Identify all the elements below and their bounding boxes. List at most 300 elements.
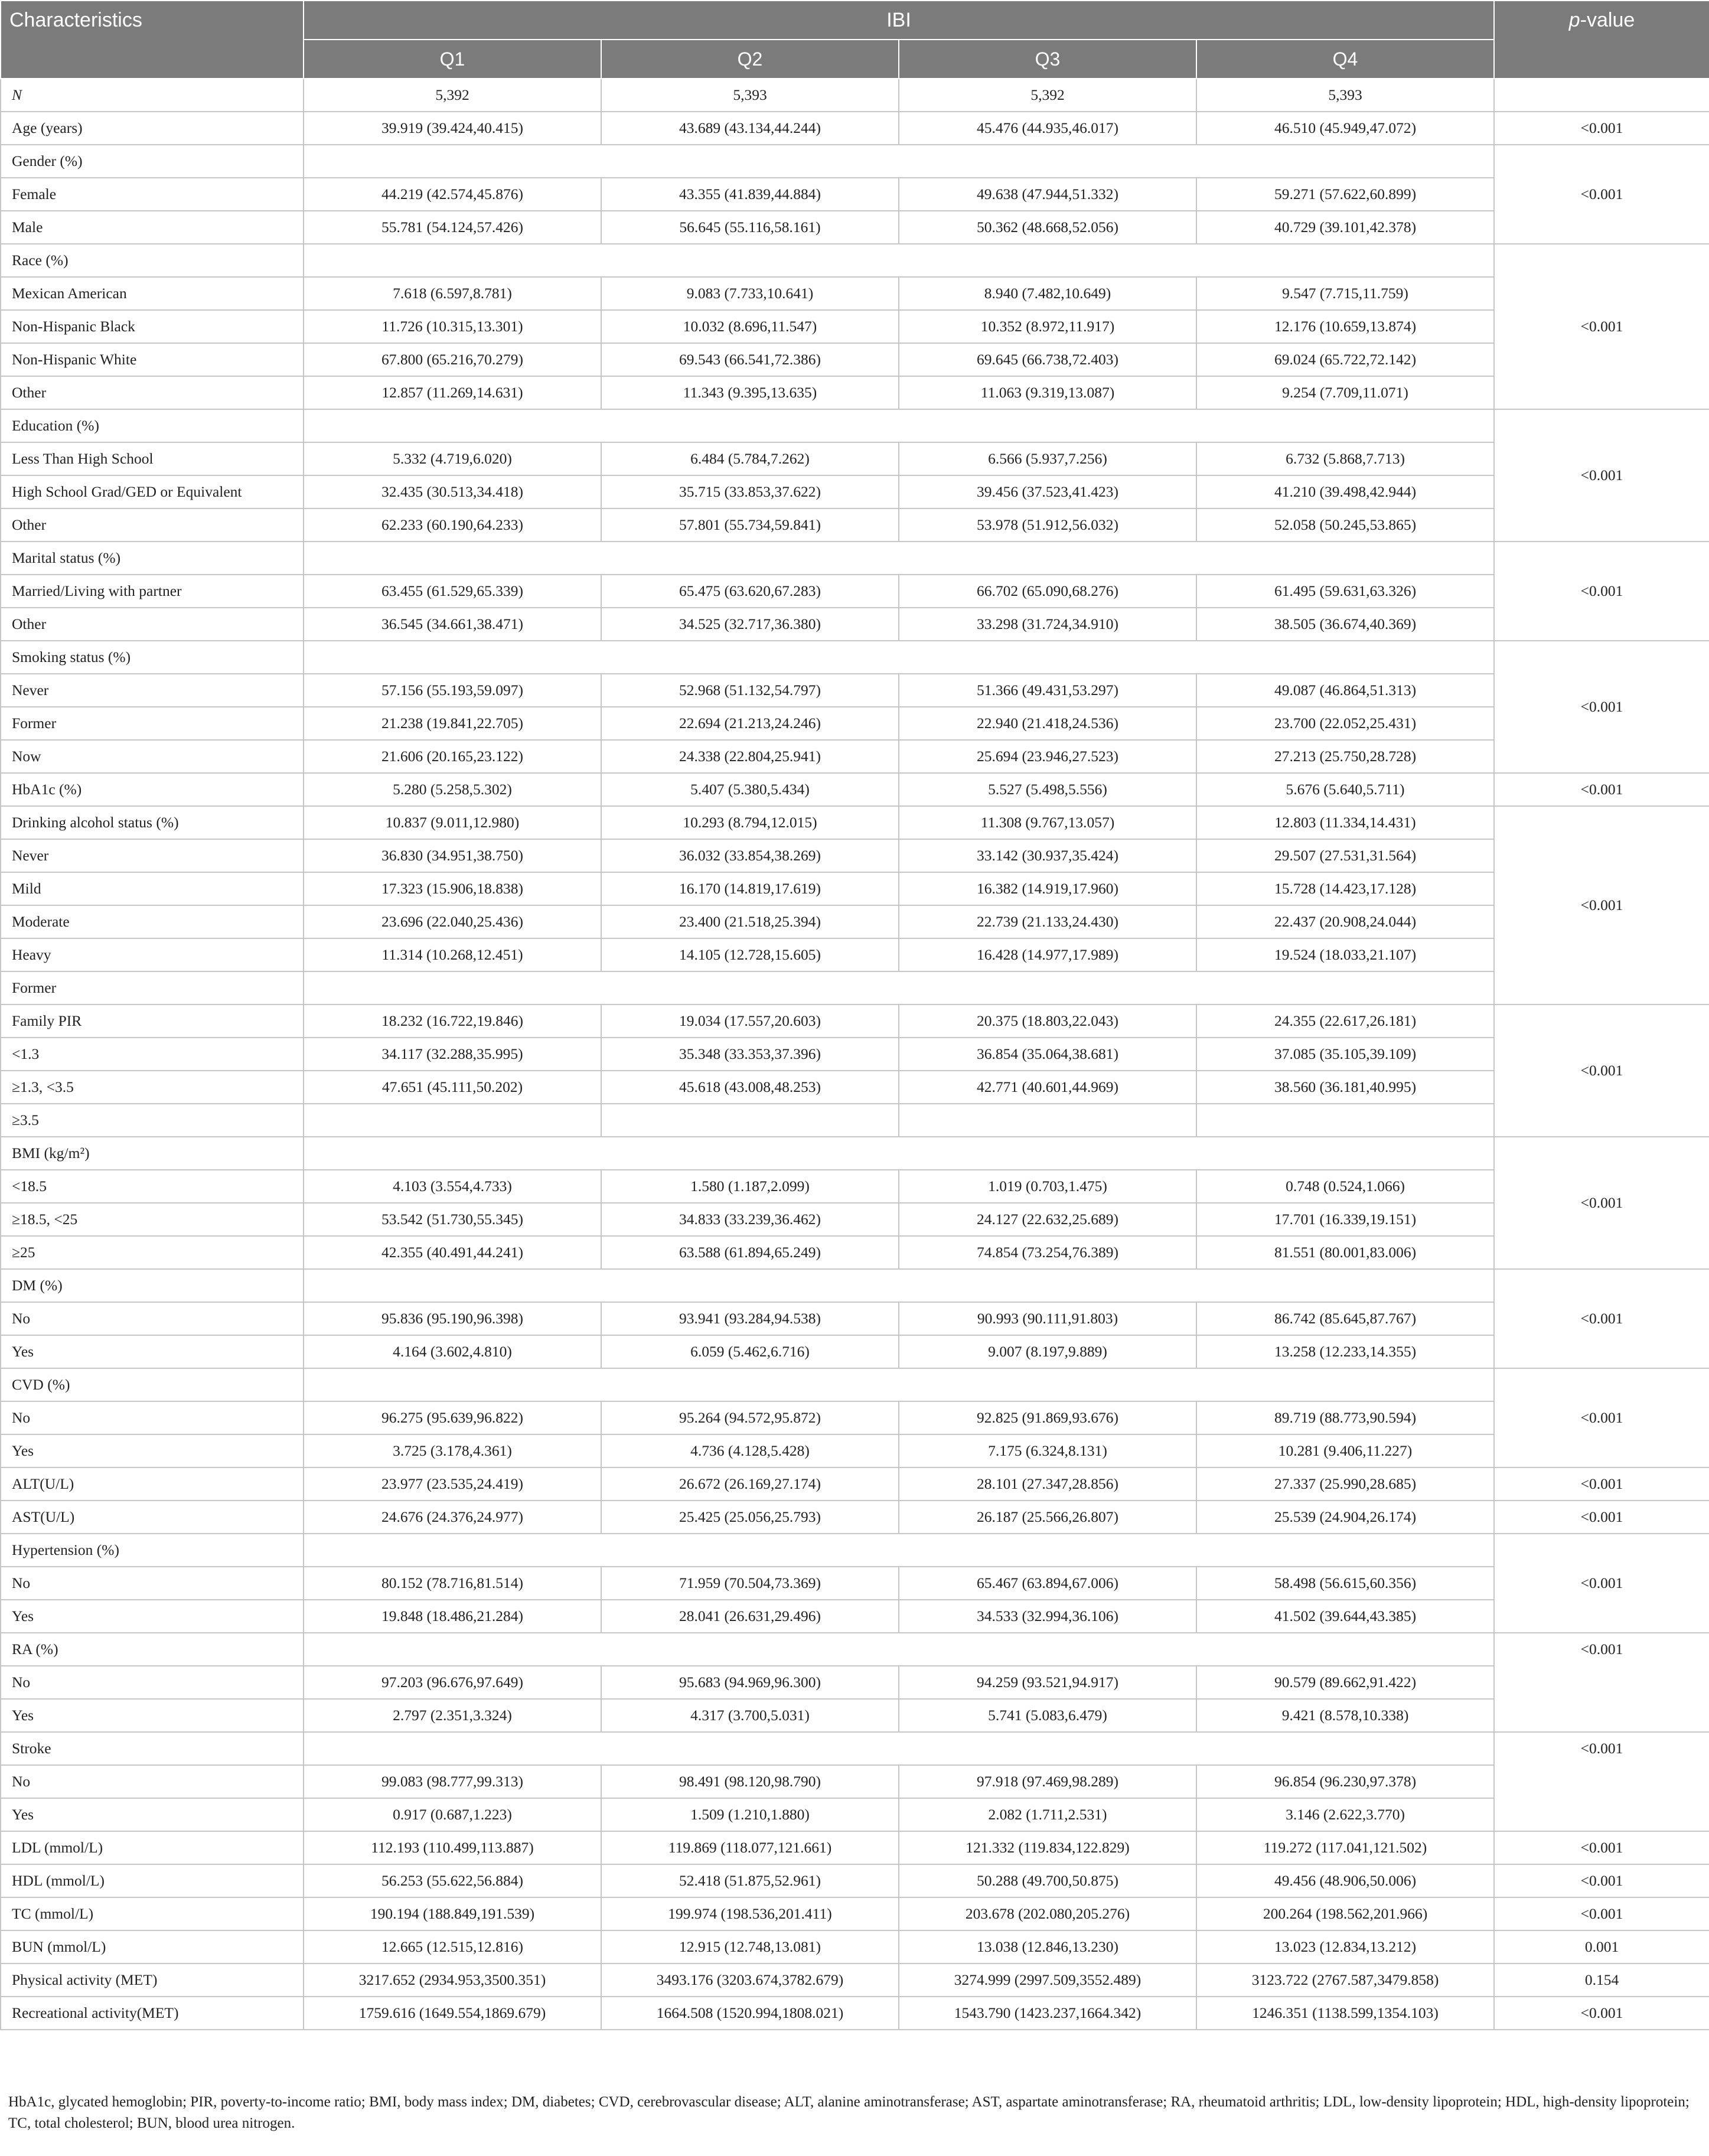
value-cell-q2: 3493.176 (3203.674,3782.679): [601, 1963, 899, 1997]
table-row: [1, 277, 1709, 310]
value-cell-q4: 12.176 (10.659,13.874): [1196, 310, 1494, 343]
value-cell-q2: 1.580 (1.187,2.099): [601, 1170, 899, 1203]
value-cell-q2: 43.689 (43.134,44.244): [601, 112, 899, 145]
value-cell-q1: 62.233 (60.190,64.233): [304, 508, 601, 542]
row-label: Yes: [1, 1434, 304, 1467]
value-cell-q4: 49.456 (48.906,50.006): [1196, 1864, 1494, 1897]
group-spacer-cell: [304, 1633, 1494, 1666]
value-cell-q2: 4.736 (4.128,5.428): [601, 1434, 899, 1467]
value-cell-q1: 5.332 (4.719,6.020): [304, 442, 601, 475]
value-cell-q4: 96.854 (96.230,97.378): [1196, 1765, 1494, 1798]
group-spacer-cell: [304, 1732, 1494, 1765]
value-cell-q1: 12.857 (11.269,14.631): [304, 376, 601, 409]
row-label: Less Than High School: [1, 442, 304, 475]
table-row: [1, 773, 1709, 806]
table-row: [1, 1038, 1709, 1071]
value-cell-q3: 22.739 (21.133,24.430): [899, 905, 1196, 938]
value-cell-q3: 3274.999 (2997.509,3552.489): [899, 1963, 1196, 1997]
value-cell-q4: 5,393: [1196, 79, 1494, 112]
value-cell-q2: 9.083 (7.733,10.641): [601, 277, 899, 310]
value-cell-q3: 2.082 (1.711,2.531): [899, 1798, 1196, 1831]
value-cell-q1: 39.919 (39.424,40.415): [304, 112, 601, 145]
row-label: Non-Hispanic Black: [1, 310, 304, 343]
value-cell-q1: 23.696 (22.040,25.436): [304, 905, 601, 938]
value-cell-q2: 11.343 (9.395,13.635): [601, 376, 899, 409]
row-label: LDL (mmol/L): [1, 1831, 304, 1864]
table-row: [1, 1137, 1709, 1170]
value-cell-q2: 14.105 (12.728,15.605): [601, 938, 899, 971]
table-row: [1, 1963, 1709, 1997]
value-cell-q3: 65.467 (63.894,67.006): [899, 1567, 1196, 1600]
value-cell-q4: 81.551 (80.001,83.006): [1196, 1236, 1494, 1269]
row-label: Other: [1, 608, 304, 641]
header-q1: Q1: [304, 40, 601, 79]
table-row: [1, 641, 1709, 674]
value-cell-q4: 9.254 (7.709,11.071): [1196, 376, 1494, 409]
row-label: ≥3.5: [1, 1104, 304, 1137]
p-value-cell: [1494, 1633, 1709, 1732]
table-row: [1, 1864, 1709, 1897]
row-label: Recreational activity(MET): [1, 1997, 304, 2030]
p-value-cell: <0.001: [1494, 112, 1709, 145]
table-row: [1, 310, 1709, 343]
value-cell-q1: 57.156 (55.193,59.097): [304, 674, 601, 707]
value-cell-q3: 50.362 (48.668,52.056): [899, 211, 1196, 244]
header-p-value-suffix: -value: [1580, 9, 1635, 31]
table-row: [1, 343, 1709, 376]
table-row: [1, 707, 1709, 740]
value-cell-q3: 69.645 (66.738,72.403): [899, 343, 1196, 376]
table-row: [1, 1368, 1709, 1401]
table-row: [1, 1170, 1709, 1203]
value-cell-q1: 42.355 (40.491,44.241): [304, 1236, 601, 1269]
value-cell-q2: 10.293 (8.794,12.015): [601, 806, 899, 839]
value-cell-q1: 19.848 (18.486,21.284): [304, 1600, 601, 1633]
value-cell-q4: 3.146 (2.622,3.770): [1196, 1798, 1494, 1831]
row-label: Stroke: [1, 1732, 304, 1765]
row-label: Drinking alcohol status (%): [1, 806, 304, 839]
group-spacer-cell: [304, 244, 1494, 277]
value-cell-q4: 22.437 (20.908,24.044): [1196, 905, 1494, 938]
value-cell-q2: 56.645 (55.116,58.161): [601, 211, 899, 244]
row-label: Mild: [1, 872, 304, 905]
row-label: BMI (kg/m²): [1, 1137, 304, 1170]
value-cell-q1: 12.665 (12.515,12.816): [304, 1930, 601, 1963]
value-cell-q1: 32.435 (30.513,34.418): [304, 475, 601, 508]
value-cell-q1: 3.725 (3.178,4.361): [304, 1434, 601, 1467]
row-label: No: [1, 1666, 304, 1699]
value-cell-q2: 28.041 (26.631,29.496): [601, 1600, 899, 1633]
value-cell-q3: 53.978 (51.912,56.032): [899, 508, 1196, 542]
row-label: Married/Living with partner: [1, 575, 304, 608]
value-cell-q3: 34.533 (32.994,36.106): [899, 1600, 1196, 1633]
row-label: Now: [1, 740, 304, 773]
value-cell-q3: 90.993 (90.111,91.803): [899, 1302, 1196, 1335]
value-cell-q1: 36.830 (34.951,38.750): [304, 839, 601, 872]
row-label: Education (%): [1, 409, 304, 442]
value-cell-q2: [601, 1104, 899, 1137]
value-cell-q2: 6.059 (5.462,6.716): [601, 1335, 899, 1368]
value-cell-q2: 4.317 (3.700,5.031): [601, 1699, 899, 1732]
value-cell-q3: [899, 1104, 1196, 1137]
row-label: Yes: [1, 1600, 304, 1633]
group-spacer-cell: [304, 409, 1494, 442]
row-label: <18.5: [1, 1170, 304, 1203]
value-cell-q4: 200.264 (198.562,201.966): [1196, 1897, 1494, 1930]
p-value-cell: <0.001: [1494, 641, 1709, 773]
value-cell-q3: 6.566 (5.937,7.256): [899, 442, 1196, 475]
value-cell-q2: 26.672 (26.169,27.174): [601, 1467, 899, 1501]
p-value-cell: <0.001: [1494, 1137, 1709, 1269]
table-row: [1, 1567, 1709, 1600]
group-spacer-cell: [304, 542, 1494, 575]
value-cell-q2: 43.355 (41.839,44.884): [601, 178, 899, 211]
table-row: [1, 806, 1709, 839]
table-row: [1, 1071, 1709, 1104]
value-cell-q1: 24.676 (24.376,24.977): [304, 1501, 601, 1534]
value-cell-q4: 38.505 (36.674,40.369): [1196, 608, 1494, 641]
table-row: [1, 1765, 1709, 1798]
value-cell-q2: 95.264 (94.572,95.872): [601, 1401, 899, 1434]
row-label: No: [1, 1765, 304, 1798]
value-cell-q3: 45.476 (44.935,46.017): [899, 112, 1196, 145]
value-cell-q2: 199.974 (198.536,201.411): [601, 1897, 899, 1930]
row-label: Race (%): [1, 244, 304, 277]
value-cell-q4: 5.676 (5.640,5.711): [1196, 773, 1494, 806]
table-row: [1, 1335, 1709, 1368]
row-label: TC (mmol/L): [1, 1897, 304, 1930]
table-row: [1, 938, 1709, 971]
value-cell-q4: 13.258 (12.233,14.355): [1196, 1335, 1494, 1368]
value-cell-q4: 6.732 (5.868,7.713): [1196, 442, 1494, 475]
table-row: [1, 1600, 1709, 1633]
value-cell-q3: 66.702 (65.090,68.276): [899, 575, 1196, 608]
header-q4: Q4: [1196, 40, 1494, 79]
value-cell-q4: 52.058 (50.245,53.865): [1196, 508, 1494, 542]
table-row: [1, 1467, 1709, 1501]
header-q3: Q3: [899, 40, 1196, 79]
value-cell-q3: 97.918 (97.469,98.289): [899, 1765, 1196, 1798]
value-cell-q1: 44.219 (42.574,45.876): [304, 178, 601, 211]
value-cell-q2: 119.869 (118.077,121.661): [601, 1831, 899, 1864]
table-row: [1, 1633, 1709, 1666]
value-cell-q2: 12.915 (12.748,13.081): [601, 1930, 899, 1963]
value-cell-q3: 50.288 (49.700,50.875): [899, 1864, 1196, 1897]
value-cell-q1: 67.800 (65.216,70.279): [304, 343, 601, 376]
value-cell-q1: 56.253 (55.622,56.884): [304, 1864, 601, 1897]
value-cell-q1: 55.781 (54.124,57.426): [304, 211, 601, 244]
value-cell-q1: 3217.652 (2934.953,3500.351): [304, 1963, 601, 1997]
value-cell-q2: 98.491 (98.120,98.790): [601, 1765, 899, 1798]
table-row: [1, 145, 1709, 178]
table-row: [1, 178, 1709, 211]
value-cell-q4: 119.272 (117.041,121.502): [1196, 1831, 1494, 1864]
value-cell-q3: 22.940 (21.418,24.536): [899, 707, 1196, 740]
value-cell-q4: 46.510 (45.949,47.072): [1196, 112, 1494, 145]
row-label: Marital status (%): [1, 542, 304, 575]
value-cell-q1: 63.455 (61.529,65.339): [304, 575, 601, 608]
row-label: Age (years): [1, 112, 304, 145]
value-cell-q2: 93.941 (93.284,94.538): [601, 1302, 899, 1335]
table-row: [1, 1534, 1709, 1567]
row-label: ≥1.3, <3.5: [1, 1071, 304, 1104]
value-cell-q2: 69.543 (66.541,72.386): [601, 343, 899, 376]
row-label: Former: [1, 971, 304, 1004]
value-cell-q3: 20.375 (18.803,22.043): [899, 1004, 1196, 1038]
table-row: [1, 1501, 1709, 1534]
value-cell-q3: 5.741 (5.083,6.479): [899, 1699, 1196, 1732]
value-cell-q3: 49.638 (47.944,51.332): [899, 178, 1196, 211]
value-cell-q2: 71.959 (70.504,73.369): [601, 1567, 899, 1600]
row-label: CVD (%): [1, 1368, 304, 1401]
table-row: [1, 244, 1709, 277]
row-label: ALT(U/L): [1, 1467, 304, 1501]
value-cell-q3: 203.678 (202.080,205.276): [899, 1897, 1196, 1930]
value-cell-q1: 34.117 (32.288,35.995): [304, 1038, 601, 1071]
value-cell-q2: 22.694 (21.213,24.246): [601, 707, 899, 740]
table-row: [1, 211, 1709, 244]
value-cell-q3: 1543.790 (1423.237,1664.342): [899, 1997, 1196, 2030]
value-cell-q4: 15.728 (14.423,17.128): [1196, 872, 1494, 905]
value-cell-q1: 23.977 (23.535,24.419): [304, 1467, 601, 1501]
value-cell-q3: 16.382 (14.919,17.960): [899, 872, 1196, 905]
value-cell-q2: 52.968 (51.132,54.797): [601, 674, 899, 707]
table-row: [1, 1699, 1709, 1732]
row-label: BUN (mmol/L): [1, 1930, 304, 1963]
value-cell-q3: 94.259 (93.521,94.917): [899, 1666, 1196, 1699]
table-row: [1, 376, 1709, 409]
value-cell-q1: 4.103 (3.554,4.733): [304, 1170, 601, 1203]
row-label: N: [1, 79, 304, 112]
group-spacer-cell: [304, 1137, 1494, 1170]
value-cell-q1: 96.275 (95.639,96.822): [304, 1401, 601, 1434]
value-cell-q2: 34.525 (32.717,36.380): [601, 608, 899, 641]
value-cell-q1: 1759.616 (1649.554,1869.679): [304, 1997, 601, 2030]
value-cell-q4: 1246.351 (1138.599,1354.103): [1196, 1997, 1494, 2030]
value-cell-q3: 5.527 (5.498,5.556): [899, 773, 1196, 806]
value-cell-q1: 18.232 (16.722,19.846): [304, 1004, 601, 1038]
value-cell-q1: 190.194 (188.849,191.539): [304, 1897, 601, 1930]
value-cell-q3: 11.308 (9.767,13.057): [899, 806, 1196, 839]
row-label: Male: [1, 211, 304, 244]
p-value-cell: <0.001: [1494, 773, 1709, 806]
p-value-cell: <0.001: [1494, 1501, 1709, 1534]
value-cell-q2: 6.484 (5.784,7.262): [601, 442, 899, 475]
value-cell-q4: 38.560 (36.181,40.995): [1196, 1071, 1494, 1104]
row-label: Never: [1, 674, 304, 707]
header-row-1: [1, 1, 1709, 40]
value-cell-q3: 33.298 (31.724,34.910): [899, 608, 1196, 641]
p-value-cell: [1494, 1732, 1709, 1831]
row-label: Yes: [1, 1699, 304, 1732]
value-cell-q3: 26.187 (25.566,26.807): [899, 1501, 1196, 1534]
row-label: Other: [1, 376, 304, 409]
table-row: [1, 1104, 1709, 1137]
value-cell-q4: [1196, 1104, 1494, 1137]
value-cell-q4: 10.281 (9.406,11.227): [1196, 1434, 1494, 1467]
value-cell-q2: 36.032 (33.854,38.269): [601, 839, 899, 872]
value-cell-q1: 21.238 (19.841,22.705): [304, 707, 601, 740]
row-label: High School Grad/GED or Equivalent: [1, 475, 304, 508]
value-cell-q3: 8.940 (7.482,10.649): [899, 277, 1196, 310]
value-cell-q4: 23.700 (22.052,25.431): [1196, 707, 1494, 740]
p-value-cell: <0.001: [1494, 806, 1709, 1004]
row-label: Female: [1, 178, 304, 211]
value-cell-q4: 25.539 (24.904,26.174): [1196, 1501, 1494, 1534]
value-cell-q1: 11.314 (10.268,12.451): [304, 938, 601, 971]
row-label: No: [1, 1302, 304, 1335]
table-row: [1, 905, 1709, 938]
table-row: [1, 1269, 1709, 1302]
value-cell-q3: 7.175 (6.324,8.131): [899, 1434, 1196, 1467]
value-cell-q1: 112.193 (110.499,113.887): [304, 1831, 601, 1864]
value-cell-q1: 5,392: [304, 79, 601, 112]
value-cell-q2: 5,393: [601, 79, 899, 112]
value-cell-q1: 47.651 (45.111,50.202): [304, 1071, 601, 1104]
table-row: [1, 409, 1709, 442]
value-cell-q3: 25.694 (23.946,27.523): [899, 740, 1196, 773]
value-cell-q4: 12.803 (11.334,14.431): [1196, 806, 1494, 839]
value-cell-q1: 10.837 (9.011,12.980): [304, 806, 601, 839]
value-cell-q2: 35.348 (33.353,37.396): [601, 1038, 899, 1071]
row-label: No: [1, 1567, 304, 1600]
value-cell-q2: 10.032 (8.696,11.547): [601, 310, 899, 343]
value-cell-q3: 10.352 (8.972,11.917): [899, 310, 1196, 343]
table-row: [1, 608, 1709, 641]
p-value-text: <0.001: [1580, 1640, 1623, 1658]
p-value-cell: <0.001: [1494, 1864, 1709, 1897]
row-label: Physical activity (MET): [1, 1963, 304, 1997]
value-cell-q2: 52.418 (51.875,52.961): [601, 1864, 899, 1897]
table-row: [1, 575, 1709, 608]
value-cell-q1: 21.606 (20.165,23.122): [304, 740, 601, 773]
value-cell-q4: 29.507 (27.531,31.564): [1196, 839, 1494, 872]
row-label: No: [1, 1401, 304, 1434]
value-cell-q2: 25.425 (25.056,25.793): [601, 1501, 899, 1534]
header-p-value-italic: p: [1568, 9, 1580, 31]
value-cell-q3: 1.019 (0.703,1.475): [899, 1170, 1196, 1203]
value-cell-q3: 36.854 (35.064,38.681): [899, 1038, 1196, 1071]
row-label: Smoking status (%): [1, 641, 304, 674]
value-cell-q3: 5,392: [899, 79, 1196, 112]
row-label: Yes: [1, 1798, 304, 1831]
value-cell-q4: 3123.722 (2767.587,3479.858): [1196, 1963, 1494, 1997]
value-cell-q4: 27.337 (25.990,28.685): [1196, 1467, 1494, 1501]
table-row: [1, 1236, 1709, 1269]
header-characteristics: Characteristics: [1, 1, 304, 79]
value-cell-q1: 80.152 (78.716,81.514): [304, 1567, 601, 1600]
row-label: RA (%): [1, 1633, 304, 1666]
row-label: Yes: [1, 1335, 304, 1368]
value-cell-q1: 99.083 (98.777,99.313): [304, 1765, 601, 1798]
value-cell-q2: 5.407 (5.380,5.434): [601, 773, 899, 806]
row-label: Moderate: [1, 905, 304, 938]
table-row: [1, 475, 1709, 508]
table-row: [1, 1897, 1709, 1930]
group-spacer-cell: [304, 145, 1494, 178]
value-cell-q1: 4.164 (3.602,4.810): [304, 1335, 601, 1368]
value-cell-q4: 61.495 (59.631,63.326): [1196, 575, 1494, 608]
table-row: [1, 508, 1709, 542]
value-cell-q3: 51.366 (49.431,53.297): [899, 674, 1196, 707]
value-cell-q3: 24.127 (22.632,25.689): [899, 1203, 1196, 1236]
p-value-text: <0.001: [1580, 1740, 1623, 1757]
table-row: [1, 1930, 1709, 1963]
table-row: [1, 971, 1709, 1004]
row-label: Family PIR: [1, 1004, 304, 1038]
value-cell-q1: 0.917 (0.687,1.223): [304, 1798, 601, 1831]
value-cell-q2: 65.475 (63.620,67.283): [601, 575, 899, 608]
p-value-cell: <0.001: [1494, 1368, 1709, 1467]
value-cell-q3: 42.771 (40.601,44.969): [899, 1071, 1196, 1104]
value-cell-q1: 97.203 (96.676,97.649): [304, 1666, 601, 1699]
value-cell-q4: 27.213 (25.750,28.728): [1196, 740, 1494, 773]
p-value-cell: <0.001: [1494, 1997, 1709, 2030]
p-value-cell: [1494, 79, 1709, 112]
value-cell-q4: 9.421 (8.578,10.338): [1196, 1699, 1494, 1732]
value-cell-q4: 59.271 (57.622,60.899): [1196, 178, 1494, 211]
table-header: [1, 1, 1709, 79]
table-row: [1, 1798, 1709, 1831]
table-row: [1, 1831, 1709, 1864]
value-cell-q4: 41.210 (39.498,42.944): [1196, 475, 1494, 508]
value-cell-q2: 24.338 (22.804,25.941): [601, 740, 899, 773]
value-cell-q4: 19.524 (18.033,21.107): [1196, 938, 1494, 971]
value-cell-q2: 23.400 (21.518,25.394): [601, 905, 899, 938]
table-footnote: HbA1c, glycated hemoglobin; PIR, poverty-to-income ratio; BMI, body mass index; DM, diabetes; CVD, cerebrovascular disease; ALT, alanine aminotransferase; AST, aspartate aminotransferase; RA, rheumatoid arthritis; LDL, low-density lipoprotein; HDL, high-density lipoprotein; TC, total cholesterol; BUN, blood urea nitrogen.: [8, 2094, 1690, 2131]
value-cell-q4: 24.355 (22.617,26.181): [1196, 1004, 1494, 1038]
table-row: [1, 442, 1709, 475]
value-cell-q3: 33.142 (30.937,35.424): [899, 839, 1196, 872]
value-cell-q3: 16.428 (14.977,17.989): [899, 938, 1196, 971]
row-label: Never: [1, 839, 304, 872]
value-cell-q4: 49.087 (46.864,51.313): [1196, 674, 1494, 707]
value-cell-q2: 45.618 (43.008,48.253): [601, 1071, 899, 1104]
value-cell-q1: 17.323 (15.906,18.838): [304, 872, 601, 905]
row-label: Former: [1, 707, 304, 740]
p-value-cell: <0.001: [1494, 1897, 1709, 1930]
group-spacer-cell: [304, 1534, 1494, 1567]
p-value-cell: <0.001: [1494, 1534, 1709, 1633]
value-cell-q1: 95.836 (95.190,96.398): [304, 1302, 601, 1335]
row-label: AST(U/L): [1, 1501, 304, 1534]
value-cell-q4: 89.719 (88.773,90.594): [1196, 1401, 1494, 1434]
value-cell-q3: 121.332 (119.834,122.829): [899, 1831, 1196, 1864]
row-label: Gender (%): [1, 145, 304, 178]
table-row: [1, 112, 1709, 145]
value-cell-q3: 28.101 (27.347,28.856): [899, 1467, 1196, 1501]
table-row: [1, 1732, 1709, 1765]
table-row: [1, 1997, 1709, 2030]
row-label: HDL (mmol/L): [1, 1864, 304, 1897]
header-ibi-group: IBI: [304, 1, 1494, 40]
value-cell-q4: 86.742 (85.645,87.767): [1196, 1302, 1494, 1335]
table-row: [1, 674, 1709, 707]
row-label: Non-Hispanic White: [1, 343, 304, 376]
group-spacer-cell: [304, 641, 1494, 674]
p-value-cell: <0.001: [1494, 1269, 1709, 1368]
table-row: [1, 839, 1709, 872]
row-label: ≥18.5, <25: [1, 1203, 304, 1236]
value-cell-q2: 63.588 (61.894,65.249): [601, 1236, 899, 1269]
table-row: [1, 1302, 1709, 1335]
value-cell-q3: 92.825 (91.869,93.676): [899, 1401, 1196, 1434]
row-label: ≥25: [1, 1236, 304, 1269]
value-cell-q1: 11.726 (10.315,13.301): [304, 310, 601, 343]
header-q2: Q2: [601, 40, 899, 79]
value-cell-q1: 7.618 (6.597,8.781): [304, 277, 601, 310]
group-spacer-cell: [304, 1368, 1494, 1401]
